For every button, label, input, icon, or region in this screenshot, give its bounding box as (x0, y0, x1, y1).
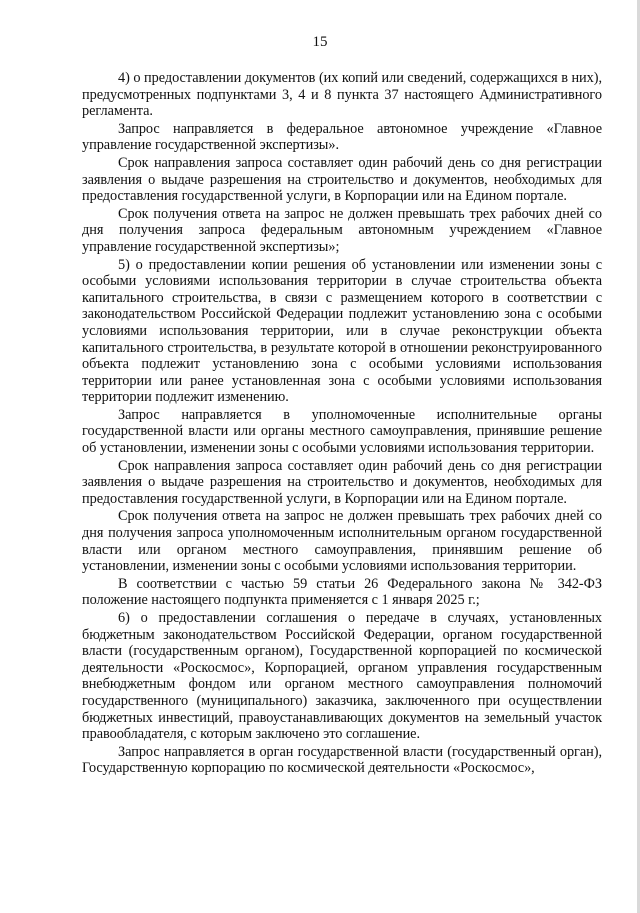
paragraph-response-deadline-2: Срок получения ответа на запрос не должен превышать трех рабочих дней со дня получения запроса уполномоченным исполнительным органом государственной власти или органом местного самоуправления, принявшим решение об установлении, изменении зоны с особыми условиями использования территории. (82, 508, 602, 575)
paragraph-response-deadline: Срок получения ответа на запрос не должен превышать трех рабочих дней со дня получения запроса федеральным автономным учреждением «Главное управление государственной экспертизы»; (82, 205, 602, 255)
paragraph-item-4: 4) о предоставлении документов (их копий или сведений, содержащихся в них), предусмотренных подпунктами 3, 4 и 8 пункта 37 настоящего Административного регламента. (82, 70, 602, 120)
document-body (82, 70, 602, 777)
paragraph-request-deadline-2: Срок направления запроса составляет один рабочий день со дня регистрации заявления о выдаче разрешения на строительство и документов, необходимых для предоставления государственной услуги, в Корпорации или на Едином портале. (82, 457, 602, 507)
paragraph-law-reference: В соответствии с частью 59 статьи 26 Федерального закона № 342-ФЗ положение настоящего подпункта применяется с 1 января 2025 г.; (82, 575, 602, 609)
page-number: 15 (312, 34, 328, 50)
paragraph-request-expertise: Запрос направляется в федеральное автономное учреждение «Главное управление государственной экспертизы». (82, 120, 602, 154)
paragraph-item-5: 5) о предоставлении копии решения об установлении или изменении зоны с особыми условиями использования территории в случае строительства объекта капитального строительства, в связи с размещением которого в соответствии с законодательством Российской Федерации подлежит установлению зона с особыми условиями использования территории, или в случае реконструкции объекта капитального строительства, в результате которой в отношении реконструированного объекта подлежит установлению зона с особыми условиями использования территории или ранее установленная зона с особыми условиями использования территории подлежит изменению. (82, 256, 602, 406)
paragraph-request-authorities: Запрос направляется в уполномоченные исполнительные органы государственной власти или органы местного самоуправления, принявшие решение об установлении, изменении зоны с особыми условиями использования территории. (82, 406, 602, 457)
paragraph-item-6: 6) о предоставлении соглашения о передаче в случаях, установленных бюджетным законодательством Российской Федерации, органом государственной власти (государственным органом), Государственной корпорацией по космической деятельности «Роскосмос», Корпорацией, органом управления государственным внебюджетным фондом или органом местного самоуправления полномочий государственного (муниципального) заказчика, заключенного при осуществлении бюджетных инвестиций, правоустанавливающих документов на земельный участок правообладателя, с которым заключено это соглашение. (82, 610, 602, 743)
paragraph-request-state-body: Запрос направляется в орган государственной власти (государственный орган), Государственную корпорацию по космической деятельности «Роскосмос», (82, 743, 602, 777)
paragraph-request-deadline: Срок направления запроса составляет один рабочий день со дня регистрации заявления о выдаче разрешения на строительство и документов, необходимых для предоставления государственной услуги, в Корпорации или на Едином портале. (82, 154, 602, 205)
